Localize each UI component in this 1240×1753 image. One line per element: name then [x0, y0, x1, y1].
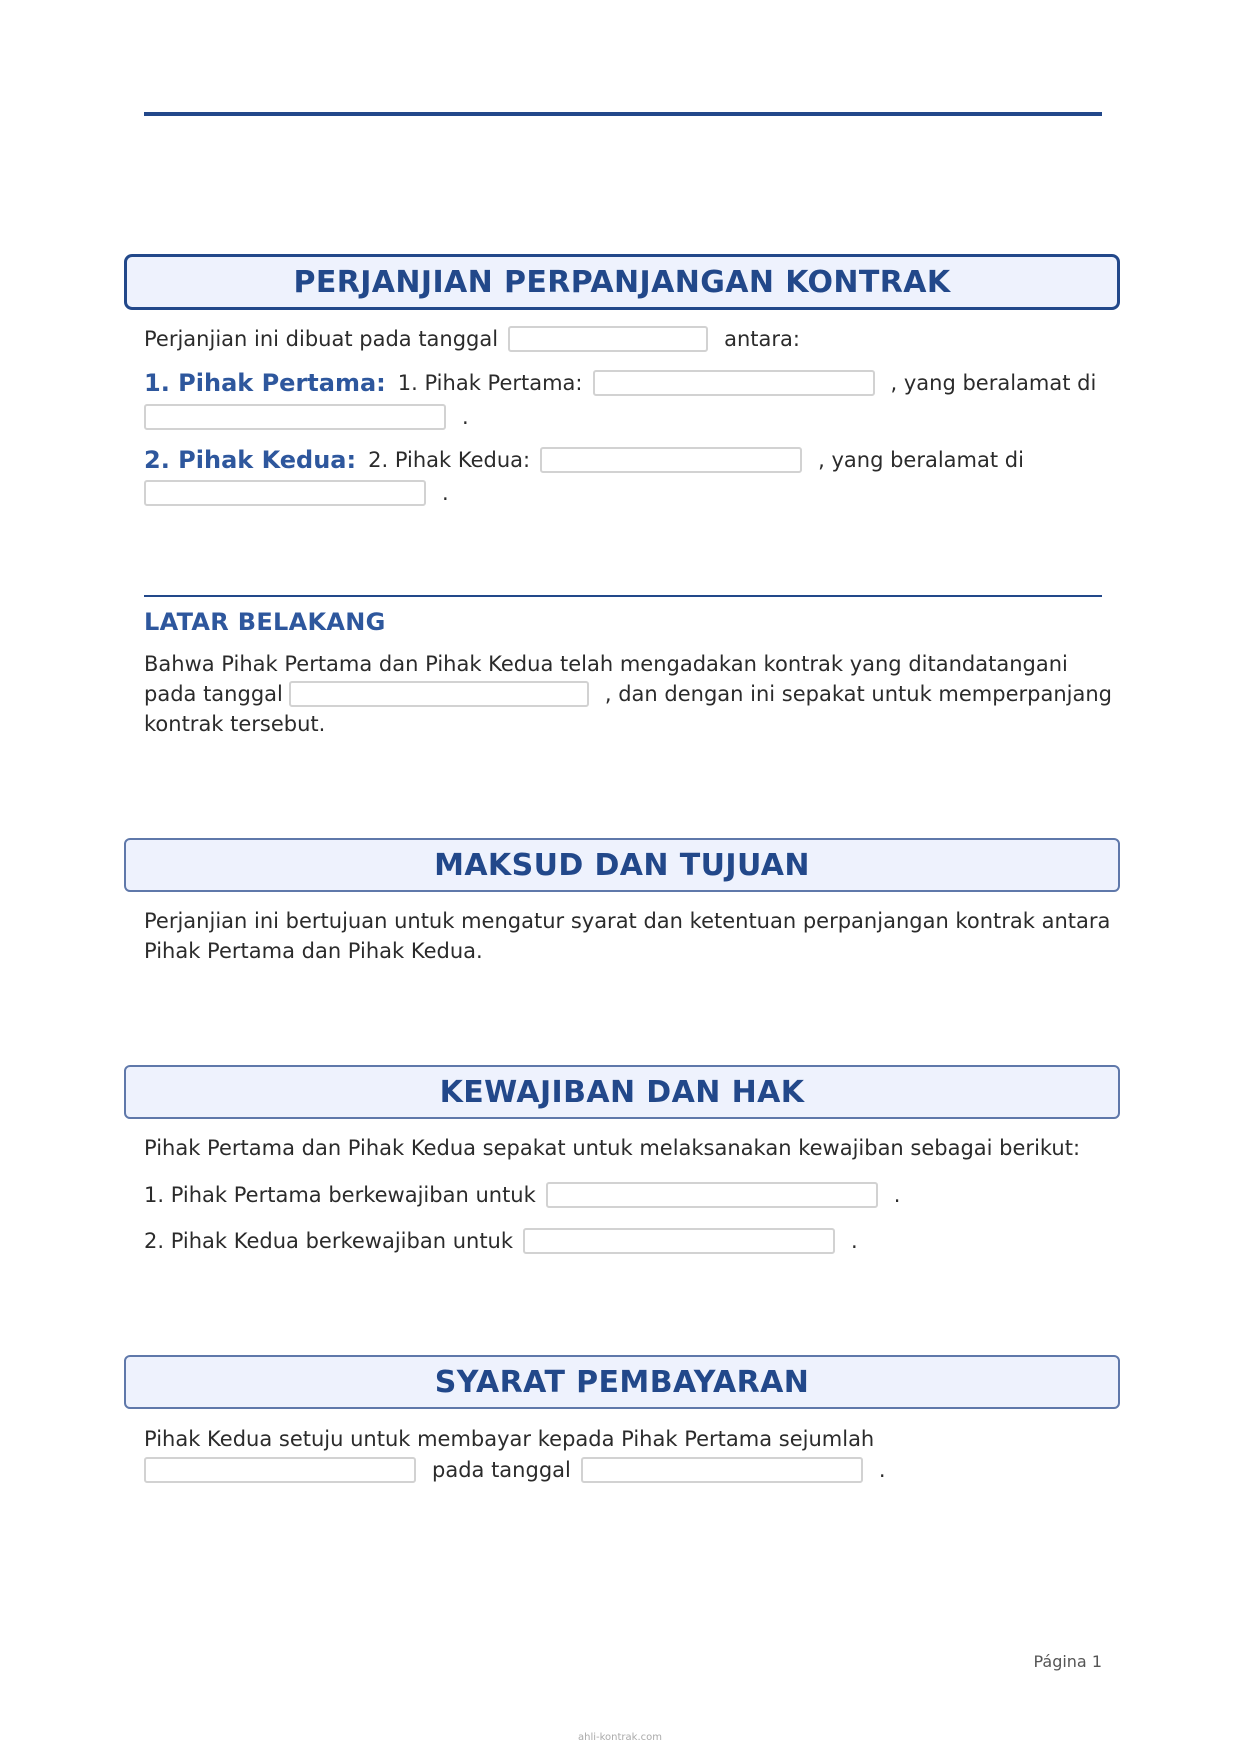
- contract-date-field[interactable]: [289, 681, 589, 707]
- payment-line-1: [144, 1424, 874, 1454]
- obligations-intro: Pihak Pertama dan Pihak Kedua sepakat untuk melaksanakan kewajiban sebagai berikut:: [144, 1136, 1081, 1160]
- payment-date-label: pada tanggal: [432, 1458, 571, 1482]
- background-line-3: [144, 709, 325, 739]
- page-number: Página 1: [1033, 1652, 1102, 1671]
- background-text-3: kontrak tersebut.: [144, 712, 326, 736]
- obligations-intro-line: [144, 1133, 1080, 1163]
- party1-name-field[interactable]: [593, 370, 875, 396]
- payment-banner: [124, 1355, 1120, 1409]
- party2-heading: 2. Pihak Kedua:: [144, 446, 357, 474]
- party2-address-field[interactable]: [144, 480, 426, 506]
- payment-amount-field[interactable]: [144, 1457, 416, 1483]
- party1-period: .: [462, 405, 469, 429]
- party1-label: 1. Pihak Pertama:: [397, 371, 583, 395]
- party2-label: 2. Pihak Kedua:: [368, 448, 531, 472]
- title-banner: [124, 254, 1120, 310]
- party2-address-text: , yang beralamat di: [818, 448, 1024, 472]
- background-text-2b: , dan dengan ini sepakat untuk memperpanjang: [604, 682, 1112, 706]
- payment-period: .: [878, 1458, 886, 1482]
- payment-text-1: Pihak Kedua setuju untuk membayar kepada Pihak Pertama sejumlah: [144, 1427, 875, 1451]
- background-title: LATAR BELAKANG: [144, 608, 386, 636]
- obligations-title: KEWAJIBAN DAN HAK: [439, 1074, 805, 1110]
- party1-address-text: , yang beralamat di: [890, 371, 1097, 395]
- obligations-banner: [124, 1065, 1120, 1119]
- purpose-line-2: [144, 936, 483, 966]
- obligation-item-2: [144, 1226, 858, 1256]
- purpose-line-1: [144, 906, 1110, 936]
- footer-watermark: ahli-kontrak.com: [577, 1732, 662, 1743]
- intro-line: [144, 324, 800, 354]
- intro-suffix: antara:: [724, 327, 800, 351]
- obligation-item-2-period: .: [851, 1229, 858, 1253]
- party2-line: [144, 445, 1024, 475]
- party2-name-field[interactable]: [540, 447, 802, 473]
- obligation-item-1-label: 1. Pihak Pertama berkewajiban untuk: [144, 1183, 536, 1207]
- purpose-text-2: Pihak Pertama dan Pihak Kedua.: [144, 939, 483, 963]
- obligation-item-2-label: 2. Pihak Kedua berkewajiban untuk: [144, 1229, 514, 1253]
- obligation-item-1-period: .: [893, 1183, 901, 1207]
- background-rule: [144, 595, 1102, 597]
- party1-obligation-field[interactable]: [546, 1182, 878, 1208]
- purpose-title: MAKSUD DAN TUJUAN: [434, 847, 810, 883]
- document-title: PERJANJIAN PERPANJANGAN KONTRAK: [293, 264, 951, 300]
- purpose-text-1: Perjanjian ini bertujuan untuk mengatur syarat dan ketentuan perpanjangan kontrak antara: [144, 909, 1111, 933]
- agreement-date-field[interactable]: [508, 326, 708, 352]
- party1-line: [144, 368, 1096, 398]
- intro-prefix: Perjanjian ini dibuat pada tanggal: [144, 327, 499, 351]
- party1-address-field[interactable]: [144, 404, 446, 430]
- party2-period: .: [442, 481, 449, 505]
- purpose-banner: [124, 838, 1120, 892]
- party1-address-line: [144, 402, 469, 432]
- background-text-1: Bahwa Pihak Pertama dan Pihak Kedua telah mengadakan kontrak yang ditandatangani: [144, 652, 1068, 676]
- obligation-item-1: [144, 1180, 900, 1210]
- party2-address-line: [144, 478, 449, 508]
- party1-heading: 1. Pihak Pertama:: [144, 369, 386, 397]
- background-text-2a: pada tanggal: [144, 682, 283, 706]
- party2-obligation-field[interactable]: [523, 1228, 835, 1254]
- background-line-1: [144, 649, 1068, 679]
- payment-date-field[interactable]: [581, 1457, 863, 1483]
- payment-title: SYARAT PEMBAYARAN: [434, 1364, 810, 1400]
- payment-line-2: [144, 1455, 886, 1485]
- background-line-2: [144, 679, 1112, 709]
- header-rule: [144, 112, 1102, 116]
